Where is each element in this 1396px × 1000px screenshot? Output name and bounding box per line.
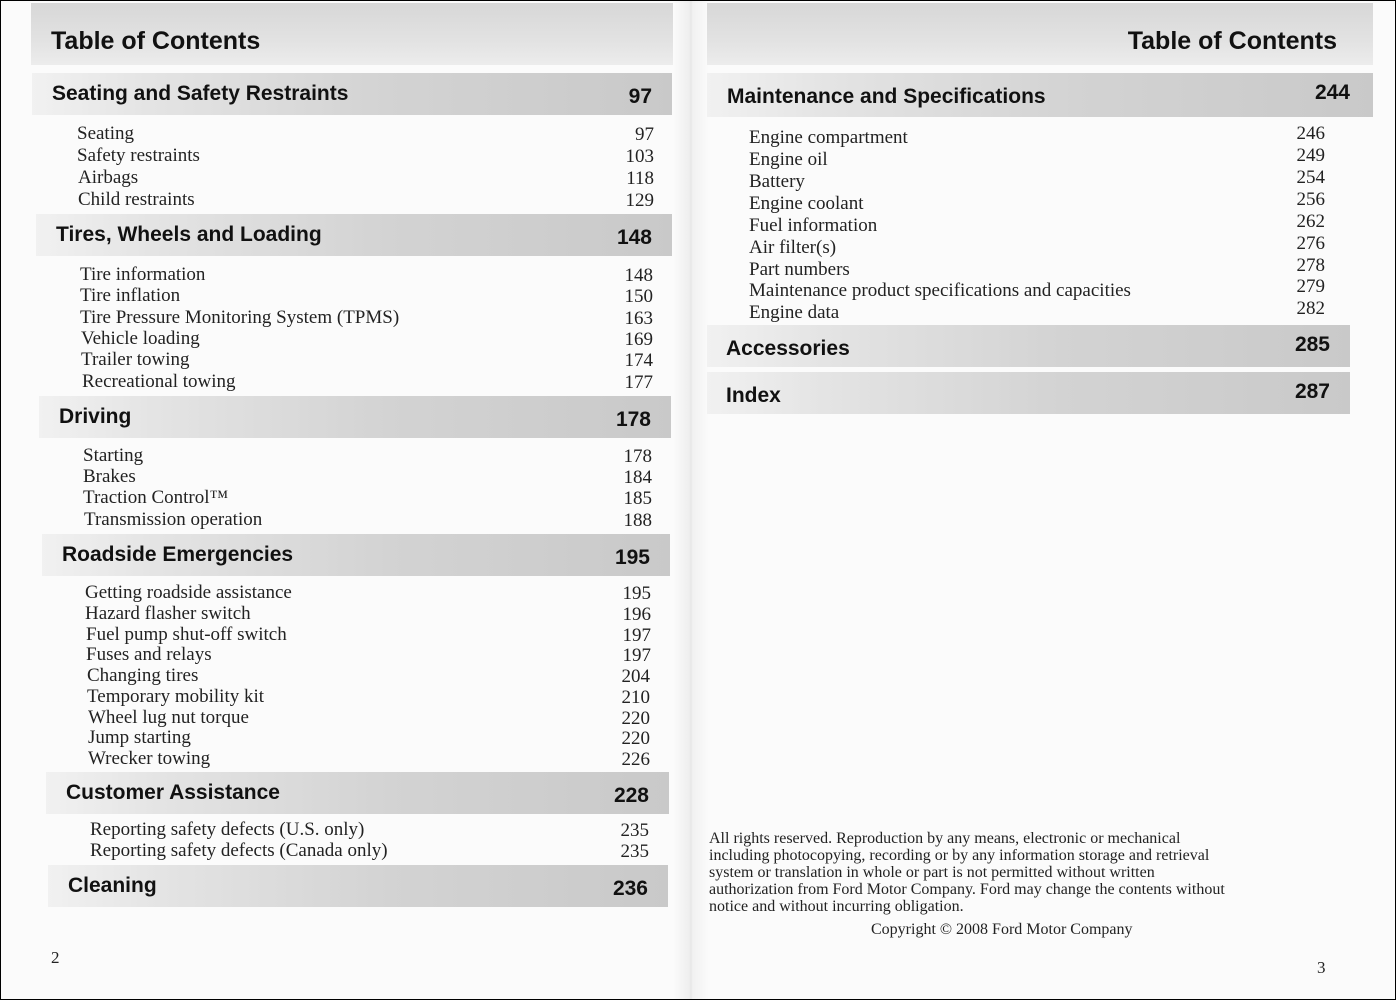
entry-label: Trailer towing xyxy=(81,349,190,370)
entry-page-number: 282 xyxy=(1296,298,1325,319)
entry-label: Fuel pump shut-off switch xyxy=(86,624,287,645)
toc-entry-jump-starting[interactable] xyxy=(88,727,650,749)
toc-entry-brakes[interactable] xyxy=(83,466,652,488)
section-page-number: 287 xyxy=(1294,380,1330,403)
toc-entry-air-filters[interactable] xyxy=(749,233,1325,259)
entry-page-number: 220 xyxy=(621,708,650,729)
entry-page-number: 184 xyxy=(623,467,652,488)
entry-page-number: 279 xyxy=(1296,276,1325,297)
section-title: Tires, Wheels and Loading xyxy=(56,223,322,246)
section-page-number: 244 xyxy=(1314,81,1350,104)
entry-label: Brakes xyxy=(83,466,136,487)
entry-label: Engine compartment xyxy=(749,127,908,148)
entry-label: Changing tires xyxy=(87,665,199,686)
entry-page-number: 163 xyxy=(624,308,653,329)
entry-label: Vehicle loading xyxy=(81,328,200,349)
legal-line: including photocopying, recording or by any information storage and retrieval xyxy=(709,847,1210,864)
section-title: Accessories xyxy=(726,337,850,360)
toc-section-roadside-emergencies[interactable] xyxy=(42,534,670,576)
toc-section-customer-assistance[interactable] xyxy=(46,772,669,814)
entry-page-number: 210 xyxy=(621,687,650,708)
toc-section-seating-and-safety-restraints[interactable] xyxy=(32,73,672,115)
toc-entry-engine-coolant[interactable] xyxy=(749,189,1325,215)
entry-page-number: 196 xyxy=(622,604,651,625)
entry-page-number: 185 xyxy=(623,488,652,509)
entry-label: Tire inflation xyxy=(80,285,181,306)
toc-entry-transmission-operation[interactable] xyxy=(84,509,652,531)
toc-entry-tire-inflation[interactable] xyxy=(80,285,653,307)
toc-entry-safety-restraints[interactable] xyxy=(77,145,654,167)
left-page-title: Table of Contents xyxy=(51,27,261,55)
entry-page-number: 278 xyxy=(1296,255,1325,276)
entry-page-number: 276 xyxy=(1296,233,1325,254)
toc-section-maintenance-and-specifications[interactable] xyxy=(707,73,1373,117)
copyright-notice: Copyright © 2008 Ford Motor Company xyxy=(871,921,1133,938)
toc-entry-engine-data[interactable] xyxy=(749,298,1325,324)
entry-label: Recreational towing xyxy=(82,371,236,392)
legal-line: system or translation in whole or part is not permitted without written xyxy=(709,864,1155,881)
section-page-number: 285 xyxy=(1294,333,1330,356)
entry-label: Engine oil xyxy=(749,149,828,170)
legal-notice xyxy=(709,830,1339,915)
entry-page-number: 262 xyxy=(1296,211,1325,232)
entry-label: Wheel lug nut torque xyxy=(88,707,249,728)
section-title: Cleaning xyxy=(68,874,157,897)
toc-section-tires-wheels-and-loading[interactable] xyxy=(36,214,672,256)
toc-entry-recreational-towing[interactable] xyxy=(82,371,653,393)
entry-label: Fuel information xyxy=(749,215,878,236)
section-page-number: 178 xyxy=(615,408,651,431)
toc-entry-vehicle-loading[interactable] xyxy=(81,328,653,350)
toc-entry-engine-compartment[interactable] xyxy=(749,123,1325,149)
toc-entry-maintenance-product-specifications[interactable] xyxy=(749,276,1325,302)
entry-page-number: 220 xyxy=(621,728,650,749)
section-page-number: 148 xyxy=(616,226,652,249)
entry-page-number: 235 xyxy=(620,841,649,862)
entry-page-number: 226 xyxy=(621,749,650,770)
toc-entry-seating[interactable] xyxy=(77,123,654,145)
toc-entry-fuel-information[interactable] xyxy=(749,211,1325,237)
toc-section-index[interactable] xyxy=(707,372,1350,414)
entry-page-number: 235 xyxy=(620,820,649,841)
entry-label: Maintenance product specifications and capacities xyxy=(749,280,1131,301)
toc-entry-child-restraints[interactable] xyxy=(78,189,654,211)
toc-entry-wheel-lug-nut-torque[interactable] xyxy=(88,707,650,729)
toc-entry-wrecker-towing[interactable] xyxy=(88,748,650,770)
entry-page-number: 197 xyxy=(622,625,651,646)
left-page xyxy=(1,1,691,999)
entry-label: Jump starting xyxy=(88,727,191,748)
entry-page-number: 256 xyxy=(1296,189,1325,210)
toc-entry-reporting-safety-defects-canada[interactable] xyxy=(90,840,649,862)
section-page-number: 236 xyxy=(612,877,648,900)
entry-page-number: 178 xyxy=(623,446,652,467)
section-title: Maintenance and Specifications xyxy=(727,85,1046,108)
toc-entry-reporting-safety-defects-us[interactable] xyxy=(90,819,649,841)
section-page-number: 97 xyxy=(628,85,652,108)
entry-label: Traction Control™ xyxy=(83,487,229,508)
toc-entry-battery[interactable] xyxy=(749,167,1325,193)
entry-label: Starting xyxy=(83,445,144,466)
entry-label: Temporary mobility kit xyxy=(87,686,265,707)
entry-page-number: 97 xyxy=(635,124,654,145)
section-title: Roadside Emergencies xyxy=(62,543,294,566)
entry-label: Child restraints xyxy=(78,189,195,210)
entry-label: Wrecker towing xyxy=(88,748,211,769)
toc-entry-fuel-pump-shut-off-switch[interactable] xyxy=(86,624,651,646)
section-page-number: 195 xyxy=(614,546,650,569)
legal-line: All rights reserved. Reproduction by any means, electronic or mechanical xyxy=(709,830,1181,847)
entry-page-number: 254 xyxy=(1296,167,1325,188)
toc-entry-tpms[interactable] xyxy=(80,307,653,329)
toc-entry-engine-oil[interactable] xyxy=(749,145,1325,171)
section-title: Index xyxy=(726,384,781,407)
toc-entry-hazard-flasher-switch[interactable] xyxy=(85,603,651,625)
right-page xyxy=(691,1,1395,999)
toc-entry-temporary-mobility-kit[interactable] xyxy=(87,686,650,708)
toc-entry-fuses-and-relays[interactable] xyxy=(86,644,651,666)
entry-page-number: 129 xyxy=(625,190,654,211)
section-page-number: 228 xyxy=(613,784,649,807)
entry-page-number: 118 xyxy=(626,168,654,189)
entry-page-number: 148 xyxy=(624,265,653,286)
left-page-number: 2 xyxy=(51,948,60,967)
entry-page-number: 174 xyxy=(624,350,653,371)
entry-label: Engine coolant xyxy=(749,193,864,214)
entry-label: Seating xyxy=(77,123,134,144)
section-title: Customer Assistance xyxy=(66,781,280,804)
entry-page-number: 249 xyxy=(1296,145,1325,166)
entry-label: Getting roadside assistance xyxy=(85,582,292,603)
entry-page-number: 195 xyxy=(622,583,651,604)
entry-page-number: 197 xyxy=(622,645,651,666)
toc-entry-getting-roadside-assistance[interactable] xyxy=(85,582,651,604)
legal-line: authorization from Ford Motor Company. Ford may change the contents without xyxy=(709,881,1225,898)
right-page-title: Table of Contents xyxy=(1127,27,1337,55)
toc-section-driving[interactable] xyxy=(39,396,671,438)
entry-page-number: 204 xyxy=(621,666,650,687)
toc-section-cleaning[interactable] xyxy=(48,865,668,907)
section-title: Driving xyxy=(59,405,132,428)
toc-entry-part-numbers[interactable] xyxy=(749,255,1325,281)
entry-label: Airbags xyxy=(78,167,139,188)
toc-entry-starting[interactable] xyxy=(83,445,652,467)
entry-page-number: 103 xyxy=(625,146,654,167)
entry-page-number: 150 xyxy=(624,286,653,307)
toc-entry-airbags[interactable] xyxy=(78,167,654,189)
section-title: Seating and Safety Restraints xyxy=(52,82,349,105)
entry-label: Air filter(s) xyxy=(749,237,837,258)
entry-page-number: 188 xyxy=(623,510,652,531)
toc-section-accessories[interactable] xyxy=(707,325,1350,367)
entry-label: Engine data xyxy=(749,302,840,323)
legal-line: notice and without incurring obligation. xyxy=(709,898,964,915)
entry-page-number: 177 xyxy=(624,372,653,393)
entry-label: Safety restraints xyxy=(77,145,200,166)
entry-page-number: 246 xyxy=(1296,123,1325,144)
right-page-number: 3 xyxy=(1317,958,1326,977)
entry-label: Battery xyxy=(749,171,805,192)
entry-label: Transmission operation xyxy=(84,509,263,530)
entry-label: Hazard flasher switch xyxy=(85,603,251,624)
toc-entry-tire-information[interactable] xyxy=(80,264,653,286)
toc-entry-trailer-towing[interactable] xyxy=(81,349,653,371)
entry-label: Tire Pressure Monitoring System (TPMS) xyxy=(80,307,400,328)
toc-entry-traction-control[interactable] xyxy=(83,487,652,509)
entry-label: Fuses and relays xyxy=(86,644,212,665)
entry-label: Reporting safety defects (Canada only) xyxy=(90,840,388,861)
toc-entry-changing-tires[interactable] xyxy=(87,665,650,687)
entry-label: Tire information xyxy=(80,264,206,285)
entry-label: Reporting safety defects (U.S. only) xyxy=(90,819,365,840)
entry-label: Part numbers xyxy=(749,259,850,280)
entry-page-number: 169 xyxy=(624,329,653,350)
